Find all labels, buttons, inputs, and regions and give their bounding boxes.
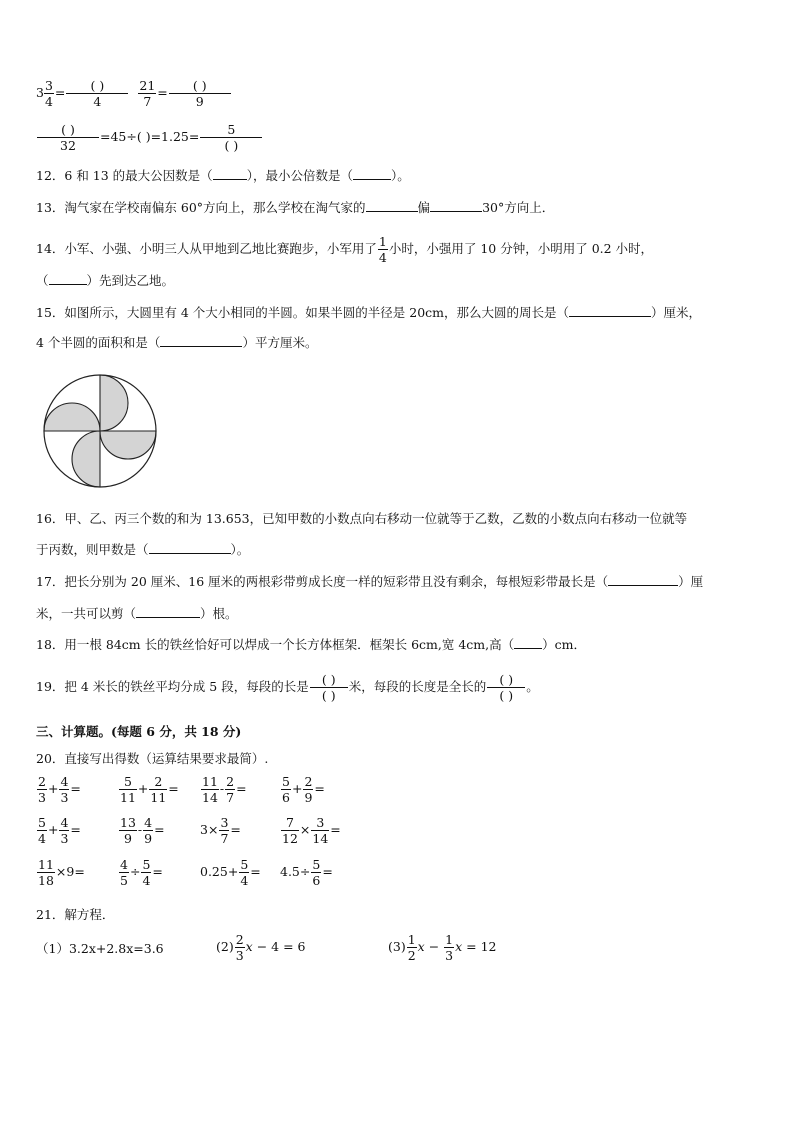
question-13	[36, 199, 554, 216]
q17-text-a: 17．把长分别为 20 厘米、16 厘米的两根彩带剪成长度一样的短彩带且没有剩余，每根短彩带最长是（	[36, 574, 609, 589]
answer-blank[interactable]	[213, 167, 247, 180]
q15-text-d: ）平方厘米。	[242, 335, 318, 350]
fraction: $\frac{2}{3}$	[235, 932, 244, 963]
calculation-item	[36, 774, 81, 805]
operator: +	[137, 781, 149, 796]
fraction-blank: $\frac{( )}{9}$	[169, 78, 231, 109]
equals: =	[322, 864, 333, 879]
operand: 4.5÷	[280, 864, 311, 879]
equals: =	[54, 85, 66, 100]
q14-text-d: ）先到达乙地。	[86, 273, 175, 288]
calculation-item	[280, 774, 325, 805]
fraction: $\frac{5}{4}$	[142, 857, 151, 888]
fraction: $\frac{5}{6}$	[282, 774, 290, 805]
equals: =	[157, 85, 168, 100]
fraction: $\frac{5}{4}$	[38, 815, 46, 846]
fraction: $\frac{11}{18}$	[38, 857, 54, 888]
answer-blank[interactable]	[514, 636, 542, 649]
q12-text-b: ），最小公倍数是（	[246, 168, 353, 183]
q19-text-b: 米，每段的长度是全长的	[348, 679, 487, 694]
calculation-item	[280, 857, 333, 888]
question-16	[36, 511, 687, 527]
question-18	[36, 636, 586, 653]
fraction-blank[interactable]: $\frac{( )}{( )}$	[310, 672, 348, 703]
answer-blank[interactable]	[608, 573, 678, 586]
answer-blank[interactable]	[49, 272, 87, 285]
variable-x: x	[455, 939, 463, 954]
q14-text-b: 小时，小强用了 10 分钟，小明用了 0.2 小时，	[388, 241, 654, 256]
question-20-title: 20．直接写出得数（运算结果要求最简）.	[36, 751, 269, 766]
minus-sign: −	[424, 939, 444, 954]
q14-text-c: （	[36, 273, 49, 288]
equation-3	[388, 932, 497, 963]
equation-2-rest: − 4 = 6	[252, 939, 306, 954]
fraction-blank: $\frac{( )}{4}$	[66, 78, 128, 109]
question-12	[36, 167, 410, 184]
calculation-item	[36, 857, 85, 888]
q17-text-b: ）厘	[678, 574, 704, 589]
q13-text-c: 30°方向上．	[482, 200, 555, 215]
semicircle-lower-left	[72, 431, 100, 487]
calculation-item	[200, 774, 247, 805]
fraction: $\frac{2}{3}$	[38, 774, 46, 805]
q15-text-b: ）厘米，	[651, 305, 702, 320]
fraction-blank: $\frac{( )}{32}$	[37, 122, 99, 153]
q12-text-a: 12．6 和 13 的最大公因数是（	[36, 168, 213, 183]
fraction: $\frac{2}{9}$	[304, 774, 313, 805]
operator: +	[47, 822, 59, 837]
q13-text-b: 偏	[417, 200, 431, 215]
question-15-line-2	[36, 334, 317, 351]
question-17-line-2	[36, 605, 238, 622]
calculation-item	[280, 815, 341, 846]
answer-blank[interactable]	[149, 541, 231, 554]
equals: =	[230, 822, 241, 837]
question-21-title: 21．解方程．	[36, 907, 115, 922]
equals: =	[154, 822, 165, 837]
calculation-item	[200, 815, 241, 846]
fraction: $\frac{5}{6}$	[312, 857, 321, 888]
q16-text-c: ）。	[230, 542, 250, 557]
calculation-item	[118, 815, 165, 846]
q15-text-a: 15．如图所示，大圆里有 4 个大小相同的半圆。如果半圆的半径是 20cm，那么大圆的周长是（	[36, 305, 570, 320]
calculation-item	[200, 857, 261, 888]
q17-text-c: 米，一共可以剪（	[36, 606, 137, 621]
semicircle-lower-right	[100, 431, 156, 459]
operator: ÷	[129, 864, 141, 879]
fraction: $\frac{1}{3}$	[445, 932, 454, 963]
fraction: $\frac{7}{12}$	[282, 815, 298, 846]
equals: =	[236, 781, 247, 796]
equals: =	[330, 822, 341, 837]
answer-blank[interactable]	[366, 199, 418, 212]
q12-text-c: ）。	[390, 168, 410, 183]
q18-text-a: 18．用一根 84cm 长的铁丝恰好可以焊成一个长方体框架．框架长 6cm,宽 4cm,高（	[36, 637, 515, 652]
question-15	[36, 304, 701, 321]
equals: =	[152, 864, 163, 879]
q16-text-a: 16．甲、乙、丙三个数的和为 13.653，已知甲数的小数点向右移动一位就等于乙数，乙数的小数点向右移动一位就等	[36, 511, 688, 526]
section-heading: 三、计算题。(每题 6 分，共 18 分)	[36, 724, 242, 739]
fraction: $\frac{4}{3}$	[60, 774, 69, 805]
fraction: $\frac{1}{4}$	[378, 234, 387, 265]
q19-text-a: 19．把 4 米长的铁丝平均分成 5 段，每段的长是	[36, 679, 309, 694]
fraction-fill-row-2	[36, 122, 263, 153]
operand: 3×	[200, 822, 219, 837]
q18-text-b: ）cm．	[542, 637, 586, 652]
fraction: $\frac{1}{2}$	[407, 932, 416, 963]
equation-2-label: (2)	[216, 939, 234, 954]
operator: -	[137, 822, 143, 837]
answer-blank[interactable]	[136, 605, 200, 618]
operand: 0.25+	[200, 864, 239, 879]
fraction: $\frac{3}{14}$	[312, 815, 329, 846]
fraction: $\frac{21}{7}$	[139, 78, 156, 109]
operator: +	[291, 781, 303, 796]
q14-text-a: 14．小军、小强、小明三人从甲地到乙地比赛跑步，小军用了	[36, 241, 377, 256]
variable-x: x	[417, 939, 425, 954]
variable-x: x	[245, 939, 253, 954]
answer-blank[interactable]	[430, 199, 482, 212]
equals: =	[168, 781, 179, 796]
equals: =	[250, 864, 261, 879]
equation-1: （1）3.2x+2.8x=3.6	[36, 941, 164, 956]
q17-text-d: ）根。	[200, 606, 238, 621]
question-16-line-2	[36, 541, 249, 558]
fraction: $\frac{4}{3}$	[60, 815, 69, 846]
equation-2	[216, 932, 305, 963]
answer-blank[interactable]	[353, 167, 391, 180]
equals: =	[314, 781, 325, 796]
question-14-line-2	[36, 272, 174, 289]
equation-3-label: (3)	[388, 939, 406, 954]
operator: +	[47, 781, 59, 796]
fraction: $\frac{4}{9}$	[144, 815, 153, 846]
calculation-item	[36, 815, 81, 846]
fraction-fill-row-1	[36, 78, 232, 109]
calculation-item	[118, 774, 179, 805]
fraction: $\frac{3}{7}$	[220, 815, 229, 846]
fraction-blank[interactable]: $\frac{( )}{( )}$	[487, 672, 525, 703]
circle-semicircles-figure	[40, 371, 160, 491]
answer-blank[interactable]	[160, 334, 242, 347]
fraction: $\frac{2}{7}$	[226, 774, 235, 805]
fraction: $\frac{3}{4}$	[44, 78, 53, 109]
equals: =	[70, 781, 81, 796]
operator: ×	[299, 822, 311, 837]
fraction: $\frac{11}{14}$	[202, 774, 218, 805]
mixed-whole: 3	[36, 85, 44, 100]
semicircle-upper-right	[100, 375, 128, 431]
fraction: $\frac{5}{11}$	[120, 774, 136, 805]
answer-blank[interactable]	[569, 304, 651, 317]
question-19	[36, 672, 539, 703]
fraction-blank: $\frac{5}{( )}$	[200, 122, 262, 153]
fraction: $\frac{2}{11}$	[150, 774, 167, 805]
question-14	[36, 234, 653, 265]
fraction: $\frac{13}{9}$	[120, 815, 136, 846]
operand: ×9=	[55, 864, 85, 879]
operator: -	[219, 781, 225, 796]
q19-text-c: 。	[526, 679, 539, 694]
division-chain: =45÷( )=1.25=	[100, 129, 200, 144]
q13-text-a: 13．淘气家在学校南偏东 60°方向上，那么学校在淘气家的	[36, 200, 366, 215]
q15-text-c: 4 个半圆的面积和是（	[36, 335, 161, 350]
semicircle-upper-left	[44, 403, 100, 431]
fraction: $\frac{4}{5}$	[120, 857, 128, 888]
calculation-item	[118, 857, 163, 888]
equation-3-rest: = 12	[462, 939, 497, 954]
equals: =	[70, 822, 81, 837]
fraction: $\frac{5}{4}$	[240, 857, 249, 888]
question-17	[36, 573, 703, 590]
q16-text-b: 于丙数，则甲数是（	[36, 542, 149, 557]
